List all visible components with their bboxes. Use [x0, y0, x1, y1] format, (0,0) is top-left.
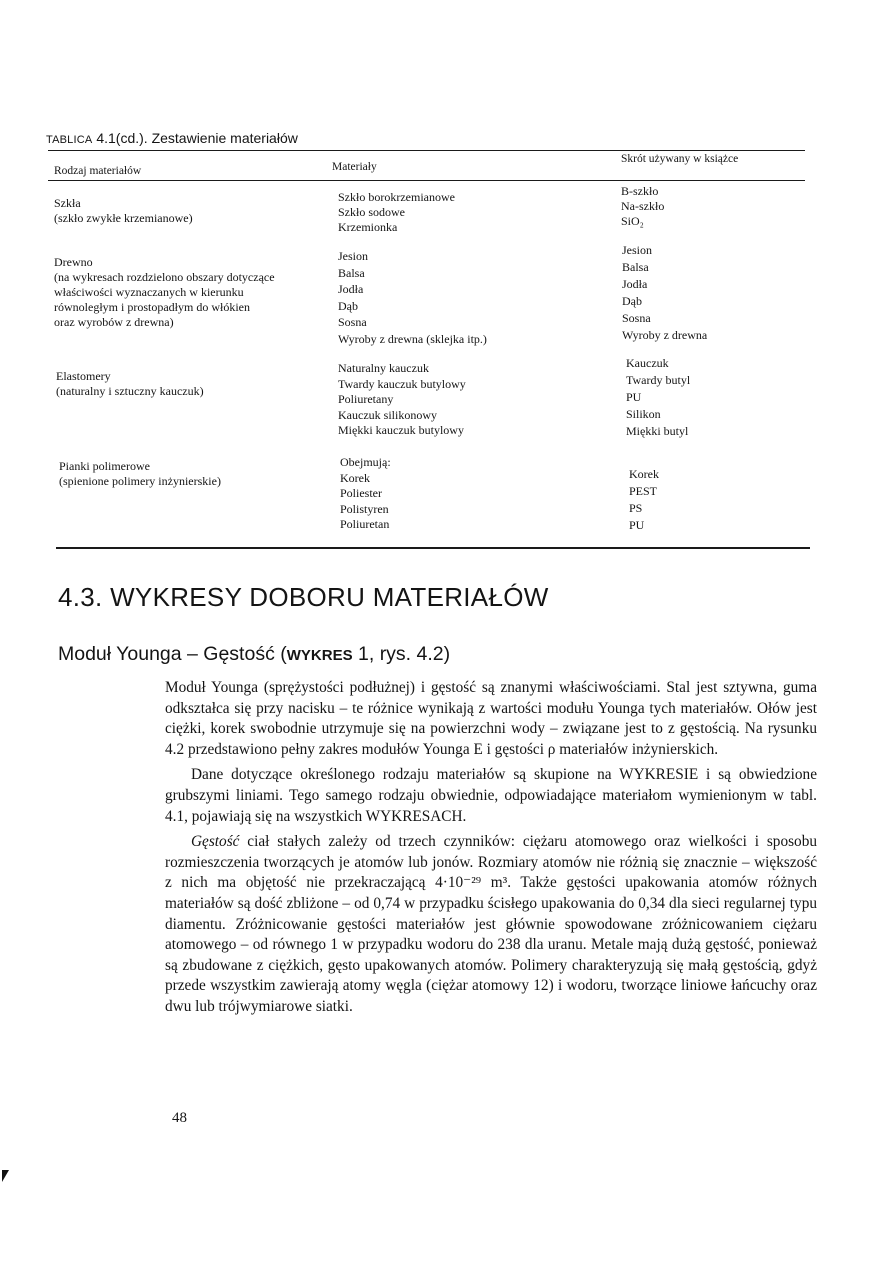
- material-item: Twardy kauczuk butylowy: [338, 376, 466, 391]
- group-elastomers-type: [56, 369, 204, 399]
- paragraph-3-lead: Gęstość: [191, 833, 240, 851]
- material-item: Sosna: [338, 315, 367, 329]
- abbr-item: Kauczuk: [626, 356, 669, 370]
- table-caption-label: TABLICA: [46, 134, 93, 146]
- abbr-item: PS: [629, 501, 643, 515]
- header-type: Rodzaj materiałów: [54, 165, 142, 177]
- page-number: 48: [172, 1110, 187, 1126]
- group-foams-type: [59, 459, 221, 489]
- abbr-item: PU: [629, 518, 645, 532]
- type-line: Pianki polimerowe: [59, 459, 150, 473]
- abbr-item: Korek: [629, 467, 659, 481]
- type-line: Drewno: [54, 255, 93, 269]
- material-item: Polistyren: [340, 501, 389, 516]
- abbr-item: Balsa: [622, 260, 649, 274]
- abbr-item: PEST: [629, 484, 658, 498]
- material-item: Obejmują:: [340, 455, 391, 469]
- paragraph-2: Dane dotyczące określonego rodzaju materiałów są skupione na WYKRESIE i są obwiedzione grubszymi liniami. Tego samego rodzaju obwiednie, odpowiadające materiałom wymienionym w tabl. 4.1, pojawiają się na wszystkich WYKRESACH.: [165, 766, 817, 825]
- group-elastomers-materials: [338, 361, 466, 439]
- header-abbreviation: Skrót używany w książce: [621, 153, 739, 165]
- paragraph-3-text: ciał stałych zależy od trzech czynników: ciężaru atomowego oraz wielkości i sposobu rozmieszczenia tworzących je atomów lub jonów. Rozmiary atomów nie różnią się znacznie – większość z nich ma objętość nie przekraczającą 4·10⁻²⁹ m³. Także gęstości upakowania atomów różnych materiałów są dość zbliżone – od 0,74 w przypadku ścisłego upakowania do 0,34 dla sieci regularnej typu diamentu. Zróżnicowanie gęstości materiałów jest głównie spowodowane zróżnicowaniem ciężaru atomowego – od równego 1 w przypadku wodoru do 238 dla uranu. Metale mają dużą gęstość, ponieważ są zbudowane z ciężkich, gęsto upakowanych atomów. Polimery charakteryzują się małą gęstością, gdyż przede wszystkim zawierają atomy węgla (ciężar atomowy 12) i wodoru, tworzące liniowe łańcuchy oraz dwu lub trójwymiarowe siatki.: [165, 833, 817, 1015]
- material-item: Naturalny kauczuk: [338, 361, 429, 375]
- group-glass-abbr: [621, 184, 664, 229]
- abbr-item: Miękki butyl: [626, 424, 689, 438]
- abbr-item: Twardy butyl: [626, 373, 691, 387]
- abbr-item: Silikon: [626, 407, 661, 421]
- group-wood-abbr: [622, 242, 707, 344]
- table-header-rule: [48, 180, 805, 181]
- subtitle-rest: 1, rys. 4.2): [352, 643, 451, 665]
- material-item: Poliester: [340, 486, 382, 500]
- type-line: właściwości wyznaczanych w kierunku: [54, 285, 244, 299]
- scan-corner-mark: [2, 1170, 9, 1182]
- abbr-item: Wyroby z drewna: [622, 328, 708, 342]
- type-line: Szkła: [54, 196, 81, 210]
- header-materials: Materiały: [332, 161, 377, 173]
- material-item: Szkło borokrzemianowe: [338, 190, 455, 204]
- abbr-item: Sosna: [622, 311, 651, 325]
- material-item: Balsa: [338, 265, 365, 280]
- material-item: Jesion: [338, 249, 368, 263]
- abbr-item: Dąb: [622, 294, 642, 308]
- table-caption: [46, 130, 298, 146]
- table-caption-text: 4.1(cd.). Zestawienie materiałów: [96, 130, 298, 146]
- material-item: Krzemionka: [338, 220, 398, 234]
- type-line: Elastomery: [56, 369, 111, 383]
- material-item: Poliuretany: [338, 392, 394, 406]
- paragraph-1: Moduł Younga (sprężystości podłużnej) i gęstość są znanymi właściwościami. Stal jest sztywna, guma odkształca się przy nacisku – te różnice wynikają z wartości modułu Younga tych materiałów. Ołów jest ciężki, korek swobodnie utrzymuje się na powierzchni wody – związane jest to z gęstością. Na rysunku 4.2 przedstawiono pełny zakres modułów Younga E i gęstości ρ materiałów inżynierskich.: [165, 679, 817, 758]
- group-glass-materials: [338, 190, 455, 235]
- group-elastomers-abbr: [626, 355, 690, 440]
- table-top-rule: [48, 150, 805, 151]
- abbr-item: Jodła: [622, 277, 648, 291]
- material-item: Miękki kauczuk butylowy: [338, 423, 464, 437]
- type-line: (naturalny i sztuczny kauczuk): [56, 384, 204, 398]
- material-item: Korek: [340, 470, 370, 485]
- material-item: Poliuretan: [340, 517, 390, 531]
- subtitle-main: Moduł Younga – Gęstość (: [58, 643, 287, 665]
- subtitle-caps: WYKRES: [286, 647, 353, 664]
- group-glass-type: [54, 196, 193, 226]
- section-title: 4.3. WYKRESY DOBORU MATERIAŁÓW: [58, 582, 549, 612]
- abbr-item: SiO₂: [621, 214, 644, 228]
- paragraph-3: [165, 832, 817, 1017]
- material-item: Szkło sodowe: [338, 205, 405, 219]
- material-item: Kauczuk silikonowy: [338, 407, 437, 422]
- material-item: Dąb: [338, 298, 358, 313]
- group-foams-materials: [340, 455, 391, 533]
- abbr-item: B-szkło: [621, 184, 659, 198]
- abbr-item: PU: [626, 390, 642, 404]
- type-line: (na wykresach rozdzielono obszary dotyczące: [54, 270, 275, 284]
- section-subtitle: [58, 643, 450, 666]
- type-line: (szkło zwykłe krzemianowe): [54, 211, 193, 225]
- table-bottom-rule: [56, 547, 810, 549]
- group-wood-type: [54, 255, 275, 330]
- abbr-item: Jesion: [622, 243, 652, 257]
- abbr-item: Na-szkło: [621, 199, 665, 213]
- type-line: oraz wyrobów z drewna): [54, 315, 174, 329]
- type-line: równoległym i prostopadłym do włókien: [54, 300, 250, 314]
- body-text: [165, 678, 817, 1018]
- group-wood-materials: [338, 248, 487, 347]
- group-foams-abbr: [629, 466, 659, 534]
- material-item: Wyroby z drewna (sklejka itp.): [338, 331, 487, 346]
- type-line: (spienione polimery inżynierskie): [59, 474, 221, 488]
- material-item: Jodła: [338, 282, 364, 296]
